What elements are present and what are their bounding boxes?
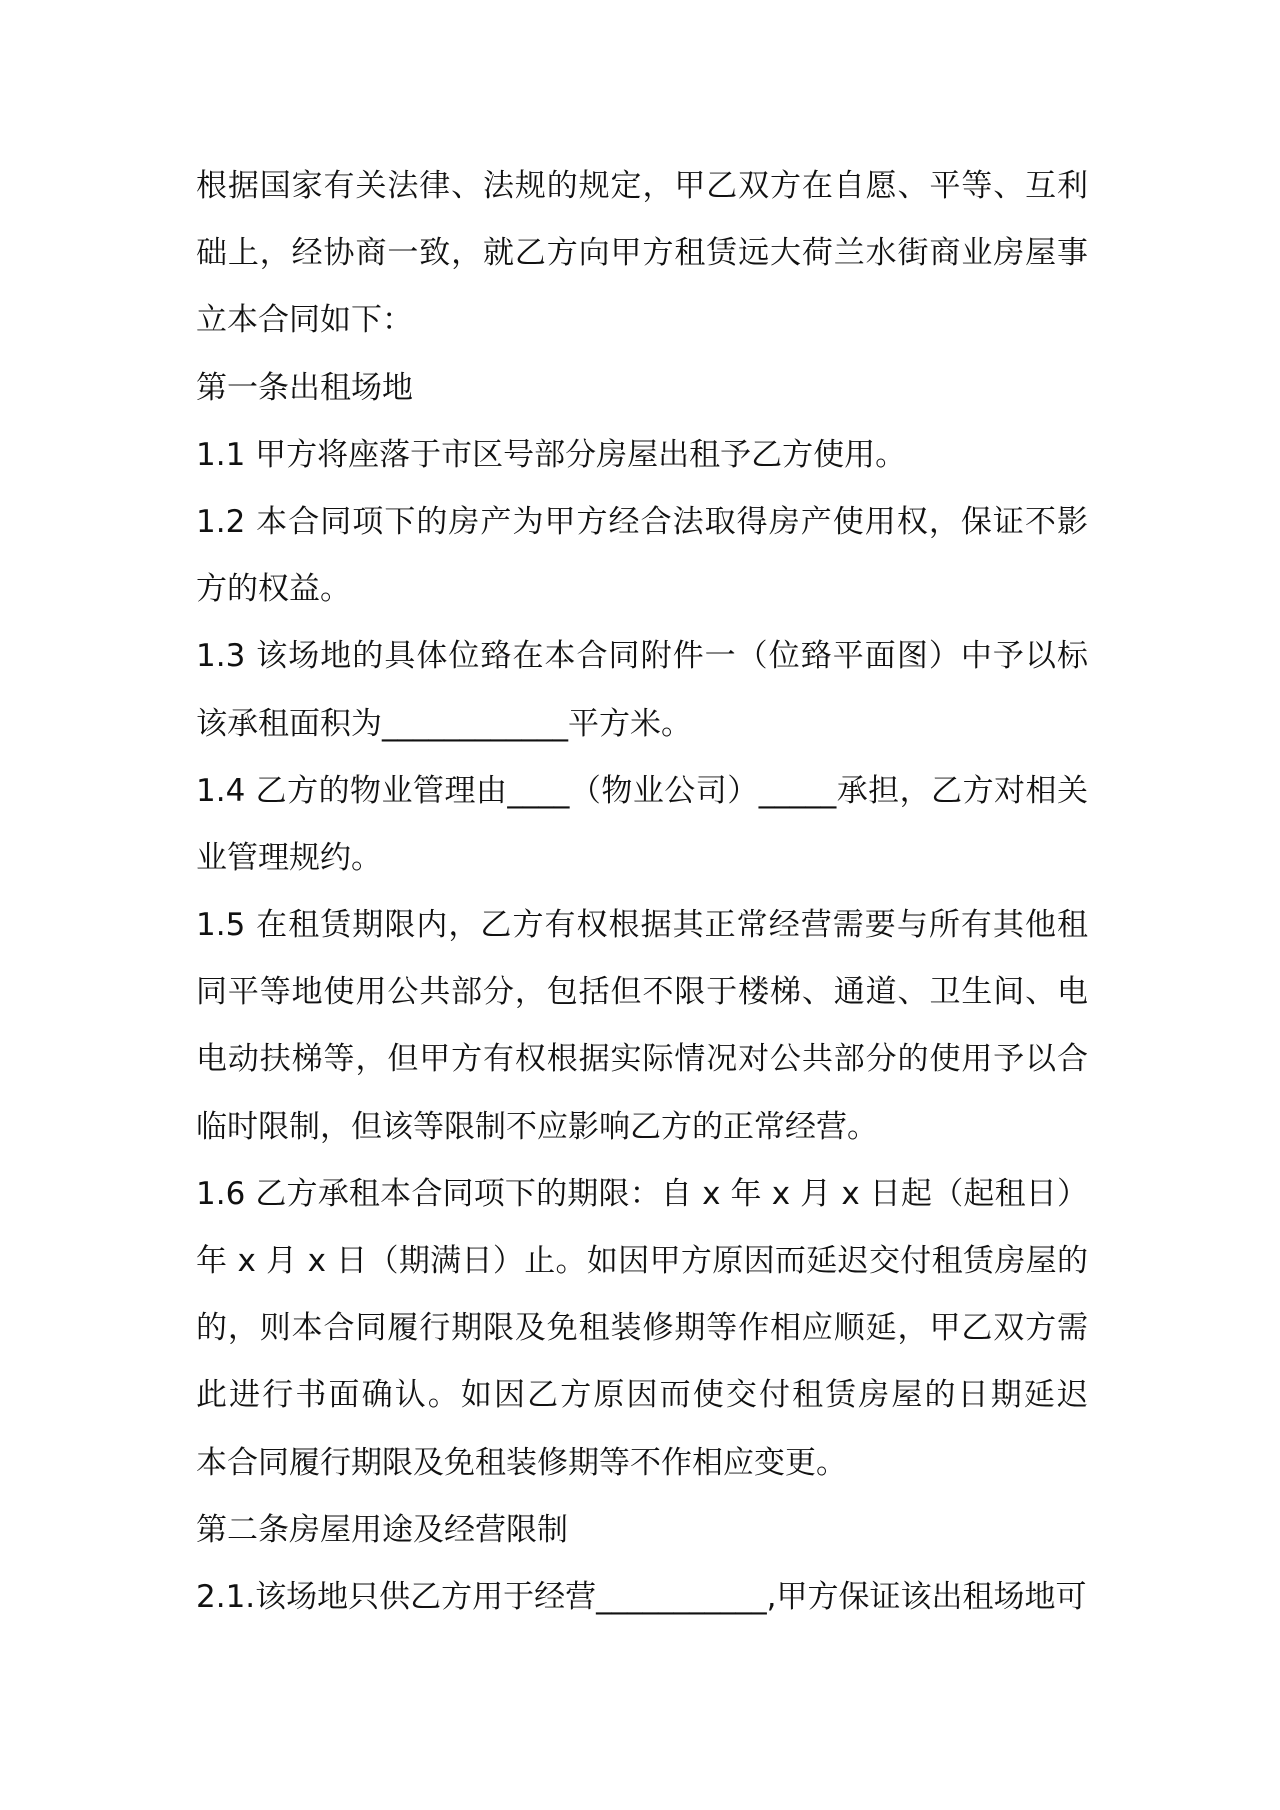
clause-1-4: 1.4 乙方的物业管理由____（物业公司）_____承担，乙方对相关 (196, 772, 1088, 809)
clause-1-6: 的，则本合同履行期限及免租装修期等作相应顺延，甲乙双方需 (196, 1310, 1088, 1347)
clause-1-2: 方的权益。 (196, 571, 351, 608)
contract-document (196, 153, 1088, 1631)
preamble-line: 立本合同如下： (196, 302, 413, 339)
clause-1-5: 临时限制，但该等限制不应影响乙方的正常经营。 (196, 1108, 878, 1145)
clause-1-5: 同平等地使用公共部分，包括但不限于楼梯、通道、卫生间、电 (196, 974, 1088, 1011)
clause-1-4: 业管理规约。 (196, 839, 382, 876)
clause-1-3: 该承租面积为____________平方米。 (196, 705, 692, 742)
clause-1-6: 1.6 乙方承租本合同项下的期限：自 x 年 x 月 x 日起（起租日） (196, 1175, 1088, 1212)
clause-1-3: 1.3 该场地的具体位臵在本合同附件一（位臵平面图）中予以标 (196, 638, 1088, 675)
preamble-line: 础上，经协商一致，就乙方向甲方租赁远大荷兰水街商业房屋事 (196, 235, 1088, 272)
preamble-line: 根据国家有关法律、法规的规定，甲乙双方在自愿、平等、互利 (196, 168, 1088, 204)
clause-1-5: 电动扶梯等，但甲方有权根据实际情况对公共部分的使用予以合 (196, 1041, 1088, 1078)
clause-1-6: 年 x 月 x 日（期满日）止。如因甲方原因而延迟交付租赁房屋的 (196, 1243, 1088, 1279)
clause-1-6: 本合同履行期限及免租装修期等不作相应变更。 (196, 1444, 847, 1481)
article-1-heading: 第一条出租场地 (196, 369, 413, 406)
clause-1-2: 1.2 本合同项下的房产为甲方经合法取得房产使用权，保证不影 (196, 503, 1088, 540)
clause-1-1: 1.1 甲方将座落于市区号部分房屋出租予乙方使用。 (196, 436, 907, 473)
clause-1-5: 1.5 在租赁期限内，乙方有权根据其正常经营需要与所有其他租 (196, 907, 1088, 944)
clause-2-1: 2.1.该场地只供乙方用于经营___________,甲方保证该出租场地可 (196, 1578, 1087, 1615)
clause-1-6: 此进行书面确认。如因乙方原因而使交付租赁房屋的日期延迟 (196, 1377, 1088, 1414)
article-2-heading: 第二条房屋用途及经营限制 (196, 1511, 568, 1548)
